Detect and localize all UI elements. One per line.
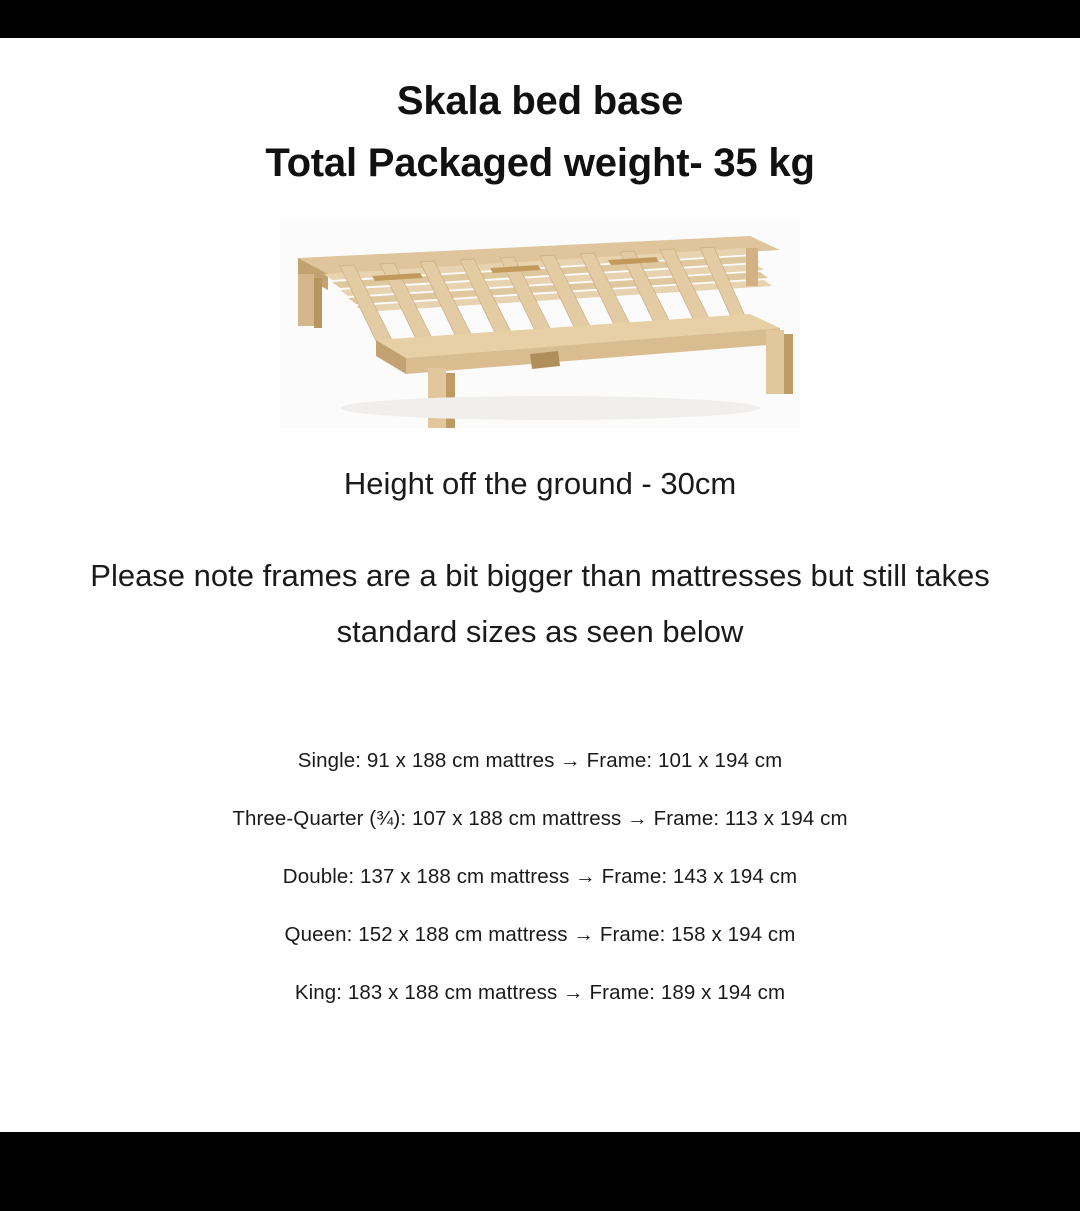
list-item: Double: 137 x 188 cm mattress → Frame: 143 x 194 cm (282, 864, 798, 888)
bed-base-illustration (280, 218, 800, 428)
list-item: Queen: 152 x 188 cm mattress → Frame: 158 x 194 cm (284, 922, 796, 946)
bottom-letterbox-bar (0, 1132, 1080, 1211)
content-sheet (0, 38, 1080, 1132)
size-chart-list (35, 732, 1045, 1022)
top-letterbox-bar (0, 0, 1080, 38)
list-item: Three-Quarter (¾): 107 x 188 cm mattress → Frame: 113 x 194 cm (232, 806, 848, 830)
page-title (265, 70, 814, 194)
list-item: King: 183 x 188 cm mattress → Frame: 189 x 194 cm (294, 980, 786, 1004)
title-line-weight: Total Packaged weight- 35 kg (265, 141, 815, 185)
list-item: Single: 91 x 188 cm mattres → Frame: 101 x 194 cm (297, 748, 783, 772)
title-line-product: Skala bed base (396, 79, 684, 123)
frames-note: Please note frames are a bit bigger than mattresses but still takes standard sizes as seen below (90, 558, 990, 649)
height-note: Height off the ground - 30cm (343, 466, 737, 501)
product-photo (280, 218, 800, 428)
